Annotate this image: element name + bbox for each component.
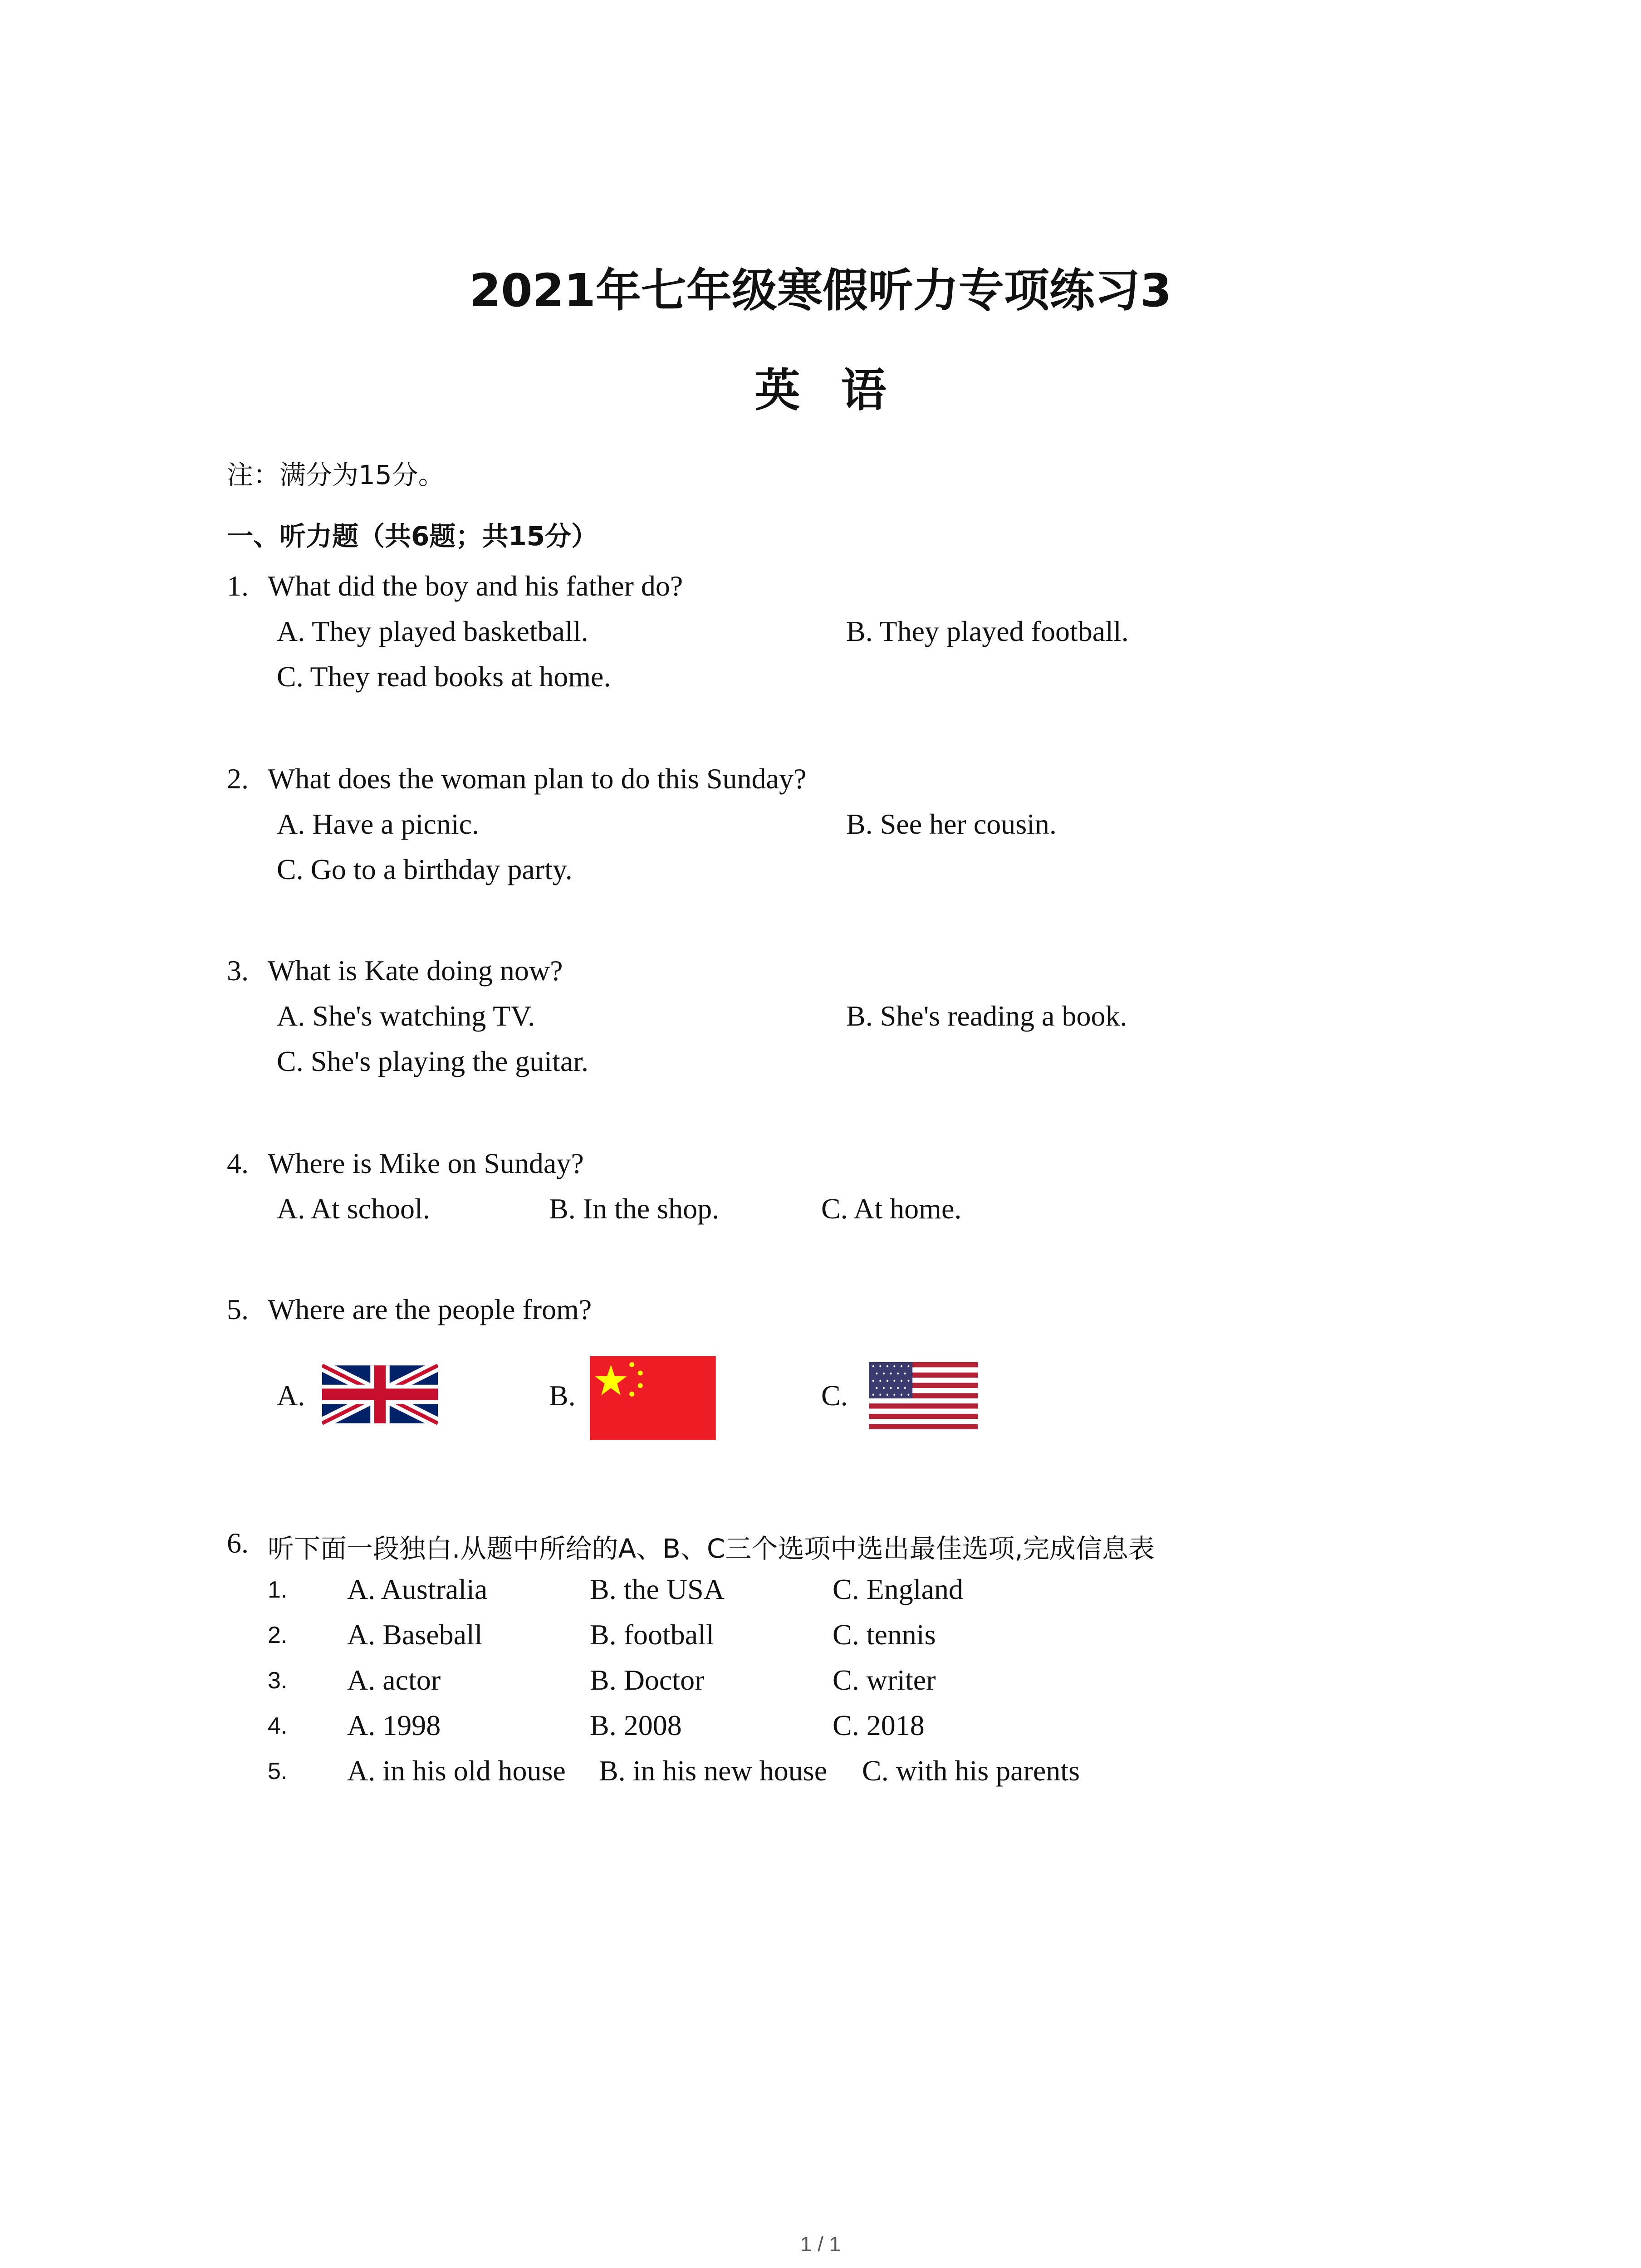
option-a: A. 1998 <box>347 1709 441 1741</box>
option-a: A. in his old house <box>347 1755 566 1787</box>
option-c: C. writer <box>833 1664 936 1696</box>
item-number: 4. <box>268 1713 288 1739</box>
question-text: Where is Mike on Sunday? <box>268 1147 584 1179</box>
uk-flag-icon <box>322 1359 438 1430</box>
usa-flag-icon <box>869 1362 978 1429</box>
question-text: 听下面一段独白.从题中所给的A、B、C三个选项中选出最佳选项,完成信息表 <box>268 1533 1155 1564</box>
option-a: A. Have a picnic. <box>277 808 480 840</box>
subject-title: 英语 <box>754 364 927 417</box>
option-b: B. 2008 <box>590 1709 682 1741</box>
option-b: B. In the shop. <box>549 1193 720 1225</box>
question-number: 5. <box>227 1293 249 1325</box>
score-note: 注：满分为15分。 <box>227 459 445 490</box>
option-a: A. They played basketball. <box>277 615 588 647</box>
option-b: B. They played football. <box>846 615 1129 647</box>
option-b: B. the USA <box>590 1573 725 1605</box>
china-flag-icon <box>589 1356 717 1440</box>
option-a: A. At school. <box>277 1193 430 1225</box>
question-number: 1. <box>227 570 249 602</box>
item-number: 1. <box>268 1577 288 1603</box>
option-c: C. <box>821 1379 848 1412</box>
page-number: 1 / 1 <box>800 2232 841 2256</box>
question-text: What does the woman plan to do this Sunday? <box>268 763 807 795</box>
option-c: C. England <box>833 1573 963 1605</box>
section-title: 一、听力题（共6题；共15分） <box>227 521 598 552</box>
page-title: 2021年七年级寒假听力专项练习3 <box>469 264 1172 317</box>
option-c: C. Go to a birthday party. <box>277 853 573 885</box>
question-number: 2. <box>227 763 249 795</box>
question-text: What did the boy and his father do? <box>268 570 683 602</box>
item-number: 2. <box>268 1622 288 1648</box>
item-number: 5. <box>268 1758 288 1784</box>
option-c: C. 2018 <box>833 1709 925 1741</box>
question-number: 6. <box>227 1527 249 1559</box>
option-b: B. <box>549 1379 576 1412</box>
option-c: C. with his parents <box>862 1755 1080 1787</box>
option-a: A. actor <box>347 1664 441 1696</box>
option-c: C. tennis <box>833 1618 936 1651</box>
option-b: B. She's reading a book. <box>846 1000 1127 1032</box>
option-a: A. Baseball <box>347 1618 483 1651</box>
option-b: B. See her cousin. <box>846 808 1057 840</box>
option-a: A. She's watching TV. <box>277 1000 535 1032</box>
option-b: B. football <box>590 1618 714 1651</box>
option-c: C. At home. <box>821 1193 962 1225</box>
option-c: C. They read books at home. <box>277 660 611 693</box>
item-number: 3. <box>268 1667 288 1694</box>
question-text: Where are the people from? <box>268 1293 592 1325</box>
question-number: 3. <box>227 954 249 987</box>
option-c: C. She's playing the guitar. <box>277 1045 589 1077</box>
question-number: 4. <box>227 1147 249 1179</box>
option-b: B. in his new house <box>599 1755 828 1787</box>
question-text: What is Kate doing now? <box>268 954 563 987</box>
option-a: A. Australia <box>347 1573 488 1605</box>
option-a: A. <box>277 1379 305 1412</box>
option-b: B. Doctor <box>590 1664 705 1696</box>
